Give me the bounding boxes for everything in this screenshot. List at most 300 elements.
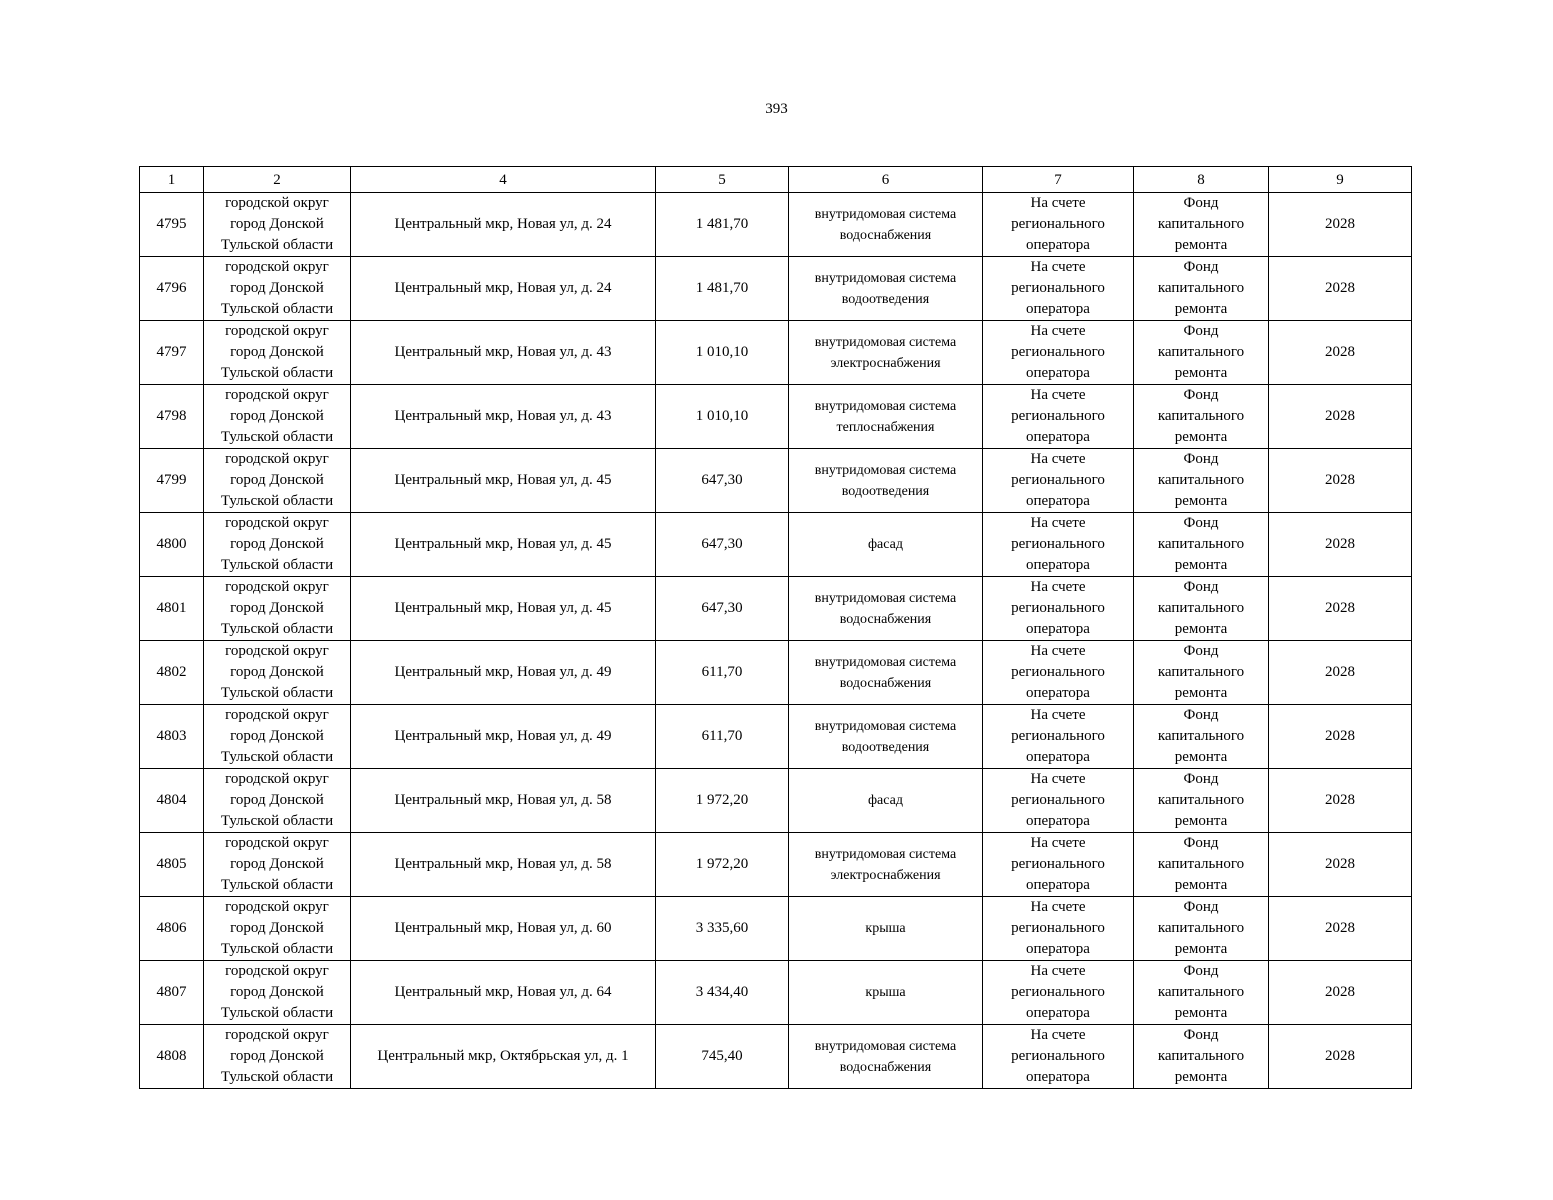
table-row <box>140 257 1412 321</box>
account-cell-line: оператора <box>1026 621 1090 637</box>
work-type-cell-line: внутридомовая система <box>814 398 957 414</box>
fund-cell-lines <box>1136 1025 1266 1088</box>
district-cell-line: городской округ <box>225 451 329 467</box>
account-cell-line: На счете <box>1030 579 1086 595</box>
district-cell-lines <box>206 897 348 960</box>
fund-cell-lines <box>1136 577 1266 640</box>
work-type-cell-lines <box>791 396 980 438</box>
work-type-cell-line: внутридомовая система <box>814 590 957 606</box>
fund-cell-line: ремонта <box>1174 813 1228 829</box>
account-cell-line: регионального <box>1011 792 1105 808</box>
district-cell-lines <box>206 961 348 1024</box>
district-cell-lines <box>206 257 348 320</box>
address-cell: Центральный мкр, Новая ул, д. 43 <box>351 321 656 385</box>
fund-cell-line: капитального <box>1157 728 1245 744</box>
work-type-cell <box>789 449 983 513</box>
table-row <box>140 513 1412 577</box>
district-cell <box>204 641 351 705</box>
area-cell: 647,30 <box>656 449 789 513</box>
district-cell-line: город Донской <box>230 280 324 296</box>
fund-cell-line: ремонта <box>1174 941 1228 957</box>
column-header: 7 <box>983 167 1134 193</box>
work-type-cell-line: водоотведения <box>841 291 930 307</box>
work-type-cell <box>789 385 983 449</box>
row-number-cell: 4801 <box>140 577 204 641</box>
year-cell: 2028 <box>1269 321 1412 385</box>
column-header: 5 <box>656 167 789 193</box>
district-cell-lines <box>206 513 348 576</box>
address-cell: Центральный мкр, Новая ул, д. 64 <box>351 961 656 1025</box>
work-type-cell-line: водоотведения <box>841 739 930 755</box>
account-cell-line: регионального <box>1011 920 1105 936</box>
account-cell-line: На счете <box>1030 643 1086 659</box>
account-cell-line: оператора <box>1026 1005 1090 1021</box>
address-cell: Центральный мкр, Новая ул, д. 58 <box>351 833 656 897</box>
address-cell: Центральный мкр, Новая ул, д. 45 <box>351 577 656 641</box>
row-number-cell: 4807 <box>140 961 204 1025</box>
year-cell: 2028 <box>1269 961 1412 1025</box>
fund-cell-line: ремонта <box>1174 685 1228 701</box>
district-cell-line: городской округ <box>225 771 329 787</box>
district-cell-lines <box>206 641 348 704</box>
table-row <box>140 833 1412 897</box>
work-type-cell-lines <box>791 204 980 246</box>
district-cell-line: Тульской области <box>220 557 334 573</box>
work-type-cell <box>789 513 983 577</box>
fund-cell-line: ремонта <box>1174 493 1228 509</box>
account-cell <box>983 833 1134 897</box>
account-cell-line: На счете <box>1030 899 1086 915</box>
account-cell <box>983 1025 1134 1089</box>
district-cell-line: город Донской <box>230 728 324 744</box>
account-cell-line: оператора <box>1026 749 1090 765</box>
district-cell-line: Тульской области <box>220 1069 334 1085</box>
district-cell <box>204 385 351 449</box>
district-cell-line: городской округ <box>225 899 329 915</box>
account-cell-line: оператора <box>1026 1069 1090 1085</box>
district-cell-line: Тульской области <box>220 365 334 381</box>
address-cell: Центральный мкр, Новая ул, д. 24 <box>351 257 656 321</box>
fund-cell-line: капитального <box>1157 1048 1245 1064</box>
fund-cell-line: Фонд <box>1183 643 1219 659</box>
district-cell-line: Тульской области <box>220 301 334 317</box>
account-cell-line: регионального <box>1011 472 1105 488</box>
work-type-cell-line: водоотведения <box>841 483 930 499</box>
fund-cell-line: ремонта <box>1174 557 1228 573</box>
table-row <box>140 769 1412 833</box>
row-number-cell: 4804 <box>140 769 204 833</box>
account-cell-line: регионального <box>1011 344 1105 360</box>
district-cell-lines <box>206 1025 348 1088</box>
account-cell-line: оператора <box>1026 557 1090 573</box>
area-cell: 611,70 <box>656 705 789 769</box>
page-number: 393 <box>765 101 788 117</box>
fund-cell-lines <box>1136 769 1266 832</box>
area-cell: 1 972,20 <box>656 833 789 897</box>
fund-cell-line: ремонта <box>1174 365 1228 381</box>
address-cell: Центральный мкр, Новая ул, д. 24 <box>351 193 656 257</box>
work-type-cell-line: крыша <box>865 985 906 1000</box>
district-cell-line: город Донской <box>230 1048 324 1064</box>
work-type-cell-line: внутридомовая система <box>814 846 957 862</box>
column-header: 9 <box>1269 167 1412 193</box>
header-row <box>140 167 1412 193</box>
area-cell: 1 010,10 <box>656 385 789 449</box>
column-header: 2 <box>204 167 351 193</box>
fund-cell-line: Фонд <box>1183 899 1219 915</box>
address-cell: Центральный мкр, Новая ул, д. 60 <box>351 897 656 961</box>
fund-cell-line: капитального <box>1157 344 1245 360</box>
district-cell <box>204 833 351 897</box>
district-cell-line: городской округ <box>225 835 329 851</box>
district-cell-line: город Донской <box>230 856 324 872</box>
account-cell-line: оператора <box>1026 493 1090 509</box>
address-cell: Центральный мкр, Новая ул, д. 49 <box>351 641 656 705</box>
account-cell-line: регионального <box>1011 728 1105 744</box>
area-cell: 647,30 <box>656 513 789 577</box>
account-cell-lines <box>985 833 1131 896</box>
district-cell-line: Тульской области <box>220 429 334 445</box>
row-number-cell: 4808 <box>140 1025 204 1089</box>
account-cell-line: На счете <box>1030 963 1086 979</box>
account-cell-lines <box>985 257 1131 320</box>
account-cell-lines <box>985 449 1131 512</box>
account-cell-line: регионального <box>1011 600 1105 616</box>
account-cell-line: На счете <box>1030 835 1086 851</box>
account-cell-line: оператора <box>1026 877 1090 893</box>
account-cell-lines <box>985 193 1131 256</box>
work-type-cell-lines <box>791 588 980 630</box>
fund-cell <box>1134 1025 1269 1089</box>
account-cell-line: На счете <box>1030 515 1086 531</box>
capital-repair-table <box>139 166 1412 1089</box>
fund-cell-lines <box>1136 833 1266 896</box>
account-cell-line: На счете <box>1030 771 1086 787</box>
work-type-cell-line: электроснабжения <box>830 867 941 883</box>
fund-cell-line: Фонд <box>1183 579 1219 595</box>
fund-cell-line: Фонд <box>1183 515 1219 531</box>
fund-cell <box>1134 385 1269 449</box>
column-header: 1 <box>140 167 204 193</box>
district-cell-line: город Донской <box>230 216 324 232</box>
fund-cell-line: ремонта <box>1174 429 1228 445</box>
row-number-cell: 4797 <box>140 321 204 385</box>
district-cell-lines <box>206 385 348 448</box>
district-cell-line: городской округ <box>225 643 329 659</box>
fund-cell-lines <box>1136 705 1266 768</box>
account-cell-line: оператора <box>1026 429 1090 445</box>
work-type-cell <box>789 577 983 641</box>
district-cell-line: городской округ <box>225 195 329 211</box>
table-row <box>140 1025 1412 1089</box>
fund-cell <box>1134 193 1269 257</box>
work-type-cell-lines <box>791 844 980 886</box>
account-cell-line: регионального <box>1011 408 1105 424</box>
address-cell: Центральный мкр, Октябрьская ул, д. 1 <box>351 1025 656 1089</box>
account-cell-lines <box>985 897 1131 960</box>
work-type-cell-line: водоснабжения <box>839 675 932 691</box>
work-type-cell-lines <box>791 534 980 555</box>
area-cell: 1 972,20 <box>656 769 789 833</box>
work-type-cell <box>789 705 983 769</box>
year-cell: 2028 <box>1269 513 1412 577</box>
account-cell-lines <box>985 1025 1131 1088</box>
work-type-cell-lines <box>791 918 980 939</box>
column-header: 6 <box>789 167 983 193</box>
table-row <box>140 961 1412 1025</box>
work-type-cell-line: внутридомовая система <box>814 334 957 350</box>
account-cell <box>983 321 1134 385</box>
fund-cell-line: капитального <box>1157 536 1245 552</box>
work-type-cell-lines <box>791 268 980 310</box>
fund-cell <box>1134 641 1269 705</box>
account-cell <box>983 513 1134 577</box>
district-cell-lines <box>206 449 348 512</box>
district-cell-line: Тульской области <box>220 237 334 253</box>
fund-cell-line: Фонд <box>1183 195 1219 211</box>
work-type-cell-lines <box>791 460 980 502</box>
account-cell <box>983 961 1134 1025</box>
work-type-cell-lines <box>791 790 980 811</box>
account-cell-line: На счете <box>1030 259 1086 275</box>
fund-cell-lines <box>1136 193 1266 256</box>
fund-cell <box>1134 769 1269 833</box>
table-row <box>140 897 1412 961</box>
account-cell-line: регионального <box>1011 664 1105 680</box>
account-cell-line: На счете <box>1030 451 1086 467</box>
row-number-cell: 4803 <box>140 705 204 769</box>
district-cell-line: город Донской <box>230 408 324 424</box>
district-cell-line: городской округ <box>225 323 329 339</box>
address-cell: Центральный мкр, Новая ул, д. 45 <box>351 513 656 577</box>
district-cell <box>204 769 351 833</box>
work-type-cell-lines <box>791 716 980 758</box>
district-cell <box>204 961 351 1025</box>
fund-cell-line: капитального <box>1157 408 1245 424</box>
year-cell: 2028 <box>1269 385 1412 449</box>
area-cell: 611,70 <box>656 641 789 705</box>
table-row <box>140 705 1412 769</box>
row-number-cell: 4800 <box>140 513 204 577</box>
work-type-cell <box>789 641 983 705</box>
district-cell-line: городской округ <box>225 579 329 595</box>
district-cell-line: город Донской <box>230 600 324 616</box>
work-type-cell-line: водоснабжения <box>839 227 932 243</box>
account-cell <box>983 577 1134 641</box>
district-cell-lines <box>206 705 348 768</box>
fund-cell-line: капитального <box>1157 920 1245 936</box>
area-cell: 1 481,70 <box>656 257 789 321</box>
fund-cell-line: Фонд <box>1183 707 1219 723</box>
year-cell: 2028 <box>1269 705 1412 769</box>
address-cell: Центральный мкр, Новая ул, д. 45 <box>351 449 656 513</box>
address-cell: Центральный мкр, Новая ул, д. 58 <box>351 769 656 833</box>
area-cell: 745,40 <box>656 1025 789 1089</box>
district-cell <box>204 1025 351 1089</box>
table-row <box>140 577 1412 641</box>
account-cell <box>983 705 1134 769</box>
district-cell-line: город Донской <box>230 984 324 1000</box>
account-cell-line: регионального <box>1011 856 1105 872</box>
work-type-cell <box>789 257 983 321</box>
fund-cell-line: Фонд <box>1183 771 1219 787</box>
table-row <box>140 449 1412 513</box>
district-cell-line: Тульской области <box>220 877 334 893</box>
district-cell <box>204 577 351 641</box>
district-cell-line: Тульской области <box>220 813 334 829</box>
year-cell: 2028 <box>1269 449 1412 513</box>
fund-cell-line: Фонд <box>1183 323 1219 339</box>
district-cell-lines <box>206 577 348 640</box>
fund-cell-lines <box>1136 321 1266 384</box>
fund-cell-line: Фонд <box>1183 259 1219 275</box>
work-type-cell-line: внутридомовая система <box>814 1038 957 1054</box>
district-cell-line: город Донской <box>230 536 324 552</box>
account-cell-line: регионального <box>1011 536 1105 552</box>
area-cell: 1 010,10 <box>656 321 789 385</box>
account-cell <box>983 257 1134 321</box>
work-type-cell-lines <box>791 332 980 374</box>
account-cell-lines <box>985 577 1131 640</box>
account-cell-lines <box>985 961 1131 1024</box>
account-cell <box>983 193 1134 257</box>
work-type-cell-line: внутридомовая система <box>814 462 957 478</box>
district-cell-line: город Донской <box>230 920 324 936</box>
district-cell-line: городской округ <box>225 963 329 979</box>
table-row <box>140 193 1412 257</box>
address-cell: Центральный мкр, Новая ул, д. 43 <box>351 385 656 449</box>
row-number-cell: 4802 <box>140 641 204 705</box>
work-type-cell <box>789 193 983 257</box>
account-cell-line: оператора <box>1026 237 1090 253</box>
work-type-cell <box>789 321 983 385</box>
account-cell-line: оператора <box>1026 301 1090 317</box>
fund-cell <box>1134 897 1269 961</box>
work-type-cell <box>789 961 983 1025</box>
district-cell-lines <box>206 193 348 256</box>
column-header: 8 <box>1134 167 1269 193</box>
row-number-cell: 4796 <box>140 257 204 321</box>
fund-cell-line: ремонта <box>1174 1069 1228 1085</box>
fund-cell-line: ремонта <box>1174 237 1228 253</box>
table-row <box>140 641 1412 705</box>
account-cell-line: регионального <box>1011 280 1105 296</box>
fund-cell-line: капитального <box>1157 792 1245 808</box>
fund-cell <box>1134 705 1269 769</box>
district-cell-line: Тульской области <box>220 1005 334 1021</box>
address-cell: Центральный мкр, Новая ул, д. 49 <box>351 705 656 769</box>
fund-cell <box>1134 257 1269 321</box>
area-cell: 3 335,60 <box>656 897 789 961</box>
district-cell-line: Тульской области <box>220 941 334 957</box>
district-cell <box>204 897 351 961</box>
account-cell <box>983 449 1134 513</box>
district-cell-lines <box>206 833 348 896</box>
work-type-cell-line: фасад <box>867 793 903 808</box>
fund-cell <box>1134 321 1269 385</box>
year-cell: 2028 <box>1269 1025 1412 1089</box>
account-cell-line: На счете <box>1030 387 1086 403</box>
year-cell: 2028 <box>1269 257 1412 321</box>
fund-cell-lines <box>1136 897 1266 960</box>
fund-cell-line: ремонта <box>1174 1005 1228 1021</box>
account-cell-line: регионального <box>1011 216 1105 232</box>
work-type-cell <box>789 1025 983 1089</box>
account-cell <box>983 769 1134 833</box>
account-cell-line: оператора <box>1026 365 1090 381</box>
fund-cell-lines <box>1136 961 1266 1024</box>
fund-cell-line: капитального <box>1157 472 1245 488</box>
row-number-cell: 4805 <box>140 833 204 897</box>
district-cell-line: город Донской <box>230 344 324 360</box>
fund-cell-lines <box>1136 641 1266 704</box>
district-cell <box>204 449 351 513</box>
year-cell: 2028 <box>1269 193 1412 257</box>
account-cell-line: На счете <box>1030 195 1086 211</box>
fund-cell-line: Фонд <box>1183 1027 1219 1043</box>
row-number-cell: 4799 <box>140 449 204 513</box>
district-cell-line: город Донской <box>230 792 324 808</box>
fund-cell-line: Фонд <box>1183 835 1219 851</box>
fund-cell <box>1134 577 1269 641</box>
fund-cell-line: ремонта <box>1174 621 1228 637</box>
fund-cell-lines <box>1136 385 1266 448</box>
district-cell-line: городской округ <box>225 515 329 531</box>
work-type-cell-line: внутридомовая система <box>814 718 957 734</box>
fund-cell-line: ремонта <box>1174 877 1228 893</box>
table-row <box>140 385 1412 449</box>
district-cell-line: Тульской области <box>220 621 334 637</box>
work-type-cell-lines <box>791 652 980 694</box>
fund-cell-line: ремонта <box>1174 749 1228 765</box>
work-type-cell-line: внутридомовая система <box>814 270 957 286</box>
work-type-cell-lines <box>791 982 980 1003</box>
table-body <box>140 193 1412 1089</box>
account-cell-line: регионального <box>1011 984 1105 1000</box>
district-cell-lines <box>206 769 348 832</box>
fund-cell-line: капитального <box>1157 664 1245 680</box>
fund-cell-line: капитального <box>1157 600 1245 616</box>
fund-cell-line: капитального <box>1157 216 1245 232</box>
fund-cell <box>1134 961 1269 1025</box>
fund-cell <box>1134 449 1269 513</box>
work-type-cell-line: фасад <box>867 537 903 552</box>
work-type-cell-line: внутридомовая система <box>814 206 957 222</box>
work-type-cell-line: водоснабжения <box>839 611 932 627</box>
account-cell <box>983 641 1134 705</box>
fund-cell-line: Фонд <box>1183 963 1219 979</box>
district-cell-line: Тульской области <box>220 685 334 701</box>
fund-cell <box>1134 513 1269 577</box>
fund-cell-line: Фонд <box>1183 451 1219 467</box>
account-cell-lines <box>985 641 1131 704</box>
row-number-cell: 4798 <box>140 385 204 449</box>
year-cell: 2028 <box>1269 833 1412 897</box>
account-cell <box>983 897 1134 961</box>
column-header: 4 <box>351 167 656 193</box>
table-row <box>140 321 1412 385</box>
district-cell <box>204 193 351 257</box>
district-cell <box>204 705 351 769</box>
year-cell: 2028 <box>1269 577 1412 641</box>
account-cell-lines <box>985 321 1131 384</box>
account-cell-line: На счете <box>1030 1027 1086 1043</box>
district-cell-line: город Донской <box>230 664 324 680</box>
fund-cell-line: ремонта <box>1174 301 1228 317</box>
fund-cell-lines <box>1136 449 1266 512</box>
work-type-cell-line: теплоснабжения <box>836 419 935 435</box>
work-type-cell-line: внутридомовая система <box>814 654 957 670</box>
